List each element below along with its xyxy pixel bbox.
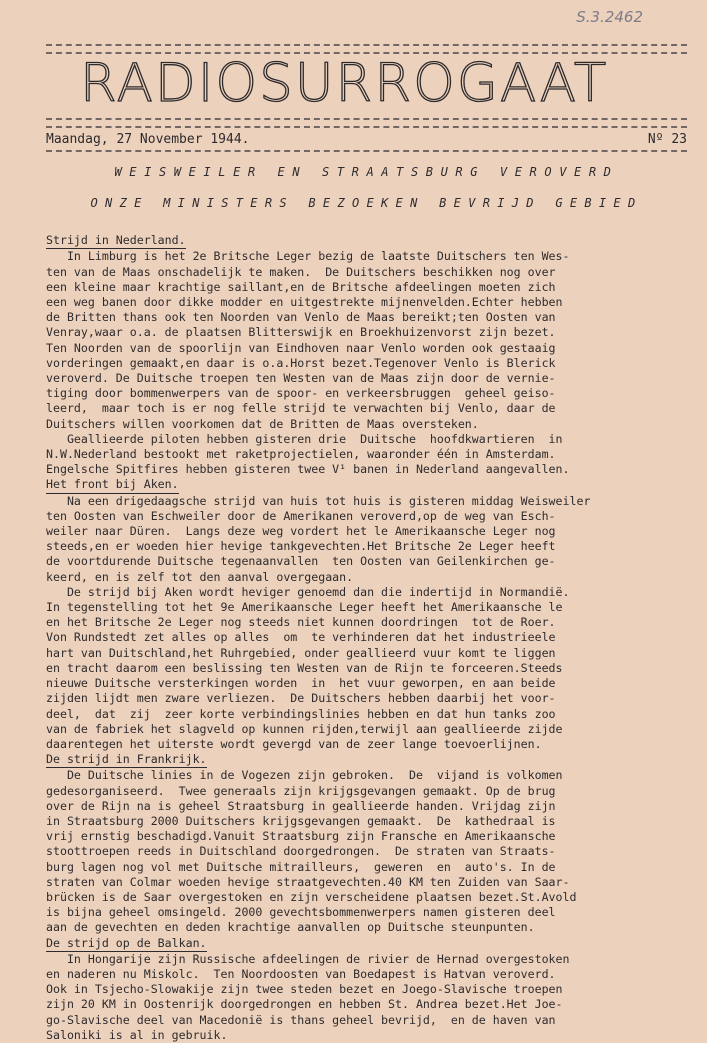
body-line: In Limburg is het 2e Britsche Leger bezig de laatste Duitschers ten Wes- <box>46 249 570 264</box>
body-line: zijn 20 KM in Oostenrijk doorgedrongen en hebben St. Andrea bezet.Het Joe- <box>46 997 563 1012</box>
body-line: in Straatsburg 2000 Duitschers krijgsgevangen gemaakt. De kathedraal is <box>46 813 556 828</box>
archive-number: S.3.2462 <box>576 8 643 26</box>
body-line: en naderen nu Miskolc. Ten Noordoosten van Boedapest is Hatvan veroverd. <box>46 966 556 981</box>
body-line: N.W.Nederland bestookt met raketprojectielen, waaronder één in Amsterdam. <box>46 447 556 462</box>
body-line: Von Rundstedt zet alles op alles om te verhinderen dat het industrieele <box>46 630 556 645</box>
body-line: Na een drigedaagsche strijd van huis tot huis is gisteren middag Weisweiler <box>46 493 591 508</box>
masthead-title: RADIOSURROGAAT <box>80 53 609 114</box>
body-line: over de Rijn na is geheel Straatsburg in geallieerde handen. Vrijdag zijn <box>46 798 556 813</box>
body-line: weiler naar Düren. Langs deze weg vordert het le Amerikaansche Leger nog <box>46 524 556 539</box>
masthead-bottom-rule <box>46 118 687 128</box>
body-line: ten van de Maas onschadelijk te maken. De Duitschers beschikken nog over <box>46 264 556 279</box>
body-line: nieuwe Duitsche versterkingen worden in het vuur geworpen, en aan beide <box>46 676 556 691</box>
body-line: go-Slavische deel van Macedonië is thans geheel bevrijd, en de haven van <box>46 1012 556 1027</box>
body-line: vrij ernstig beschadigd.Vanuit Straatsburg zijn Fransche en Amerikaansche <box>46 829 556 844</box>
body-line: hart van Duitschland,het Ruhrgebied, onder geallieerd vuur komt te liggen <box>46 645 556 660</box>
body-line: Saloniki is al in gebruik. <box>46 1027 228 1042</box>
body-line: is bijna geheel omsingeld. 2000 gevechtsbommenwerpers namen gisteren deel <box>46 905 556 920</box>
body-line: Geallieerde piloten hebben gisteren drie Duitsche hoofdkwartieren in <box>46 431 563 446</box>
body-line: van de fabriek het slagveld op kunnen rijden,terwijl aan geallieerde zijde <box>46 721 563 736</box>
section-title: Het front bij Aken. <box>46 477 179 493</box>
body-line: steeds,en er woeden hier hevige tankgevechten.Het Britsche 2e Leger heeft <box>46 539 556 554</box>
body-line: straten van Colmar woeden hevige straatgevechten.40 KM ten Zuiden van Saar- <box>46 874 570 889</box>
body-line: Venray,waar o.a. de plaatsen Blitterswijk en Broekhuizenvorst zijn bezet. <box>46 325 556 340</box>
body-line: deel, dat zij zeer korte verbindingslinies hebben en dat hun tanks zoo <box>46 706 556 721</box>
body-line: aan de gevechten en deden krachtige aanvallen op Duitsche steunpunten. <box>46 920 535 935</box>
body-line: leerd, maar toch is er nog felle strijd te verwachten bij Venlo, daar de <box>46 401 556 416</box>
body-line: Ook in Tsjecho-Slowakije zijn twee steden bezet en Joego-Slavische troepen <box>46 982 563 997</box>
body-line: De Duitsche linies in de Vogezen zijn gebroken. De vijand is volkomen <box>46 768 563 783</box>
body-line: een kleine maar krachtige saillant,en de Britsche afdeelingen moeten zich <box>46 279 556 294</box>
body-line: In Hongarije zijn Russische afdeelingen de rivier de Hernad overgestoken <box>46 951 570 966</box>
body-line: brücken is de Saar overgestoken en zijn verscheidene plaatsen bezet.St.Avold <box>46 889 577 904</box>
body-line: tiging door bommenwerpers van de spoor- en verkeersbruggen geheel geiso- <box>46 386 556 401</box>
section-title: De strijd op de Balkan. <box>46 936 207 952</box>
body-line: de voortdurende Duitsche tegenaanvallen ten Oosten van Geilenkirchen ge- <box>46 554 556 569</box>
body-line: de Britten thans ook ten Noorden van Venlo de Maas bereikt;ten Oosten van <box>46 310 556 325</box>
body-line: zijden lijdt men zware verliezen. De Duitschers hebben daarbij het voor- <box>46 691 556 706</box>
section-title: Strijd in Nederland. <box>46 233 186 249</box>
body-line: Ten Noorden van de spoorlijn van Eindhoven naar Venlo worden ook gestaaig <box>46 340 556 355</box>
body-line: en het Britsche 2e Leger nog steeds niet kunnen doordringen tot de Roer. <box>46 615 556 630</box>
body-line: keerd, en is zelf tot den aanval overgegaan. <box>46 569 354 584</box>
body-line: gedesorganiseerd. Twee generaals zijn krijgsgevangen gemaakt. Op de brug <box>46 783 556 798</box>
body-line: ten Oosten van Eschweiler door de Amerikanen veroverd,op de weg van Esch- <box>46 508 556 523</box>
headline-main <box>46 165 687 179</box>
body-line: een weg banen door dikke modder en uitgestrekte mijnenvelden.Echter hebben <box>46 295 563 310</box>
body-line: stoottroepen reeds in Duitschland doorgedrongen. De straten van Straats- <box>46 844 556 859</box>
body-line: De strijd bij Aken wordt heviger genoemd dan die indertijd in Normandië. <box>46 584 570 599</box>
body-line: burg lagen nog vol met Duitsche mitrailleurs, geweren en auto's. In de <box>46 859 556 874</box>
issue-number: Nº 23 <box>647 132 687 147</box>
body-line: vorderingen gemaakt,en daar is o.a.Horst bezet.Tegenover Venlo is Blerick <box>46 355 556 370</box>
body-line: veroverd. De Duitsche troepen ten Westen van de Maas zijn door de vernie- <box>46 371 556 386</box>
headline-sub: ONZE MINISTERS BEZOEKEN BEVRIJD GEBIED <box>90 196 643 210</box>
body-line: en tracht daarom een beslissing ten Westen van de Rijn te forceeren.Steeds <box>46 660 563 675</box>
body-line: daarentegen het uiterste wordt gevergd van de zeer lange toevoerlijnen. <box>46 736 542 751</box>
headline-main-text: WEISWEILER EN STRAATSBURG VEROVERD <box>114 165 618 179</box>
dateline-rule <box>46 150 687 156</box>
section-nederland <box>46 218 691 1043</box>
body-line: Duitschers willen voorkomen dat de Britten de Maas oversteken. <box>46 416 479 431</box>
section-title: De strijd in Frankrijk. <box>46 752 207 768</box>
body-line: In tegenstelling tot het 9e Amerikaansche Leger heeft het Amerikaansche le <box>46 600 563 615</box>
body-line: Engelsche Spitfires hebben gisteren twee V¹ banen in Nederland aangevallen. <box>46 462 570 477</box>
dateline: Maandag, 27 November 1944. <box>46 132 250 147</box>
